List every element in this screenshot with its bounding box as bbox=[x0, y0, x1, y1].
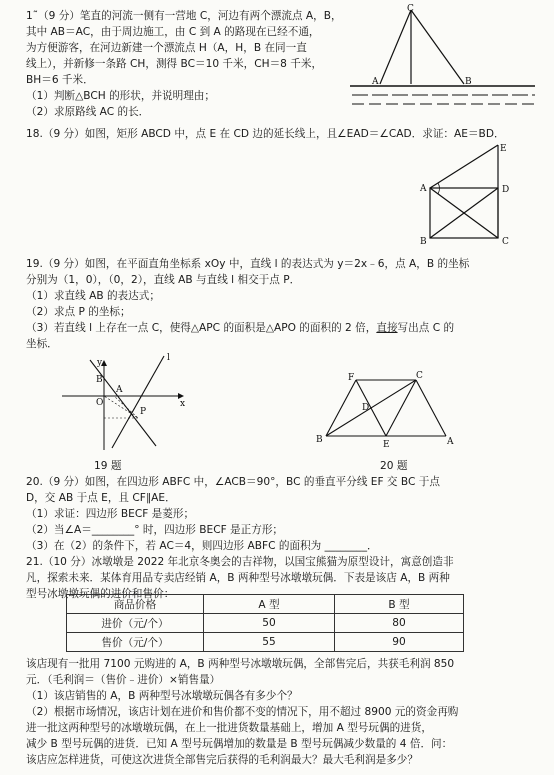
q18-line: 18.（9 分）如图，矩形 ABCD 中，点 E 在 CD 边的延长线上，且∠EAD＝∠CAD．求证：AE＝BD． bbox=[26, 128, 505, 140]
table-cell: 进价（元/个） bbox=[67, 614, 204, 633]
q19-line-l bbox=[112, 356, 164, 448]
q17-line: 线上），并新修一条路 CH，测得 BC＝10 千米，CH＝8 千米， bbox=[26, 58, 323, 70]
table-cell: 90 bbox=[335, 633, 464, 652]
q20-line: （1）求证：四边形 BECF 是菱形； bbox=[26, 508, 195, 520]
q19-label-b: B bbox=[96, 375, 103, 385]
q18-label-d: D bbox=[502, 185, 510, 195]
table-header: 商品价格 bbox=[67, 595, 204, 614]
price-table bbox=[66, 594, 464, 652]
q20-seg-fe bbox=[356, 380, 386, 436]
q21-line: （2）根据市场情况，该店计划在进价和售价都不变的情况下，用不超过 8900 元的资金再购 bbox=[26, 706, 459, 718]
q20-label-b: B bbox=[316, 435, 323, 445]
q19-label-p: P bbox=[140, 407, 147, 417]
table-cell: 55 bbox=[204, 633, 335, 652]
table-header-row bbox=[67, 595, 464, 614]
q18-label-a: A bbox=[420, 184, 427, 194]
q20-label-c: C bbox=[416, 371, 423, 381]
q21-line: 元．（毛利润＝（售价﹣进价）×销售量） bbox=[26, 674, 221, 686]
q17-line: 为方便游客，在河边新建一个漂流点 H（A，H，B 在同一直 bbox=[26, 42, 307, 54]
q20-line: （3）在（2）的条件下，若 AC＝4，则四边形 ABFC 的面积为 ________． bbox=[26, 540, 378, 552]
question-18 bbox=[26, 126, 536, 142]
q17-label-c: C bbox=[407, 4, 414, 14]
question-19 bbox=[26, 256, 536, 352]
q21-line: 减少 B 型号玩偶的进货．已知 A 型号玩偶增加的数量是 B 型号玩偶减少数量的 4 倍．问： bbox=[26, 738, 453, 750]
q17-line: （1）判断△BCH 的形状，并说明理由； bbox=[26, 90, 216, 102]
q20-seg-bf bbox=[326, 380, 356, 436]
q21-line: 凡，探索未来．某体育用品专卖店经销 A，B 两种型号冰墩墩玩偶．下表是该店 A，B 两种 bbox=[26, 572, 450, 584]
table-header: B 型 bbox=[335, 595, 464, 614]
q17-seg-ca bbox=[380, 10, 411, 84]
q17-line: BH＝6 千米． bbox=[26, 74, 94, 86]
q18-label-c: C bbox=[502, 237, 509, 246]
q21-line: 型号冰墩墩玩偶的进价和售价： bbox=[26, 588, 175, 600]
question-20 bbox=[26, 474, 536, 554]
q20-label-e: E bbox=[383, 440, 390, 450]
q19-line bbox=[26, 320, 536, 336]
caption-q20: 20 题 bbox=[380, 460, 408, 472]
q17-label-a: A bbox=[372, 77, 379, 87]
q19-part3-text: （3）若直线 l 上存在一点 C，使得△APC 的面积是△APO 的面积的 2 倍， bbox=[26, 322, 377, 334]
q21-line: 进一批这两种型号的冰墩墩玩偶，在上一批进货数量基础上，增加 A 型号玩偶的进货， bbox=[26, 722, 432, 734]
table-cell: 80 bbox=[335, 614, 464, 633]
q17-label-b: B bbox=[465, 77, 472, 87]
q19-part3-text-end: 写出点 C 的 bbox=[397, 322, 455, 334]
q19-label-x: x bbox=[180, 399, 186, 409]
table-row bbox=[67, 633, 464, 652]
q19-label-y: y bbox=[97, 358, 103, 368]
question-21-continued bbox=[26, 656, 536, 768]
q20-line: D，交 AB 于点 E，且 CF∥AE． bbox=[26, 492, 176, 504]
q21-line: 21.（10 分）冰墩墩是 2022 年北京冬奥会的吉祥物，以国宝熊猫为原型设计，寓意创造非 bbox=[26, 556, 454, 568]
q18-seg-ae bbox=[430, 145, 498, 188]
table-cell: 50 bbox=[204, 614, 335, 633]
q20-seg-ca bbox=[416, 380, 446, 436]
q17-figure bbox=[340, 2, 540, 120]
q18-label-b: B bbox=[420, 237, 427, 246]
q17-line: （2）求原路线 AC 的长． bbox=[26, 106, 150, 118]
q17-seg-cb bbox=[411, 10, 464, 84]
question-17 bbox=[26, 8, 366, 120]
q19-line: （2）求点 P 的坐标； bbox=[26, 306, 131, 318]
q18-figure bbox=[418, 142, 528, 246]
q20-label-f: F bbox=[348, 373, 355, 383]
q19-label-o: O bbox=[96, 398, 104, 408]
q20-figure bbox=[312, 370, 462, 452]
q17-line: 其中 AB＝AC，由于周边施工，由 C 到 A 的路现在已经不通， bbox=[26, 26, 320, 38]
q19-figure bbox=[60, 350, 190, 454]
q20-label-d: D bbox=[362, 403, 370, 413]
caption-q19: 19 题 bbox=[94, 460, 122, 472]
q17-line: 1˜（9 分）笔直的河流一侧有一营地 C，河边有两个漂流点 A，B， bbox=[26, 10, 342, 22]
q19-line: 19.（9 分）如图，在平面直角坐标系 xOy 中，直线 l 的表达式为 y＝2x﹣6，点 A，B 的坐标 bbox=[26, 258, 470, 270]
q19-line: （1）求直线 AB 的表达式； bbox=[26, 290, 160, 302]
q19-line: 坐标． bbox=[26, 338, 58, 350]
q21-line: 该店现有一批用 7100 元购进的 A，B 两种型号冰墩墩玩偶，全部售完后，共获毛利润 850 bbox=[26, 658, 455, 670]
q20-label-a: A bbox=[447, 437, 454, 447]
q19-label-l: l bbox=[167, 353, 170, 363]
table-header: A 型 bbox=[204, 595, 335, 614]
q21-line: （1）该店销售的 A，B 两种型号冰墩墩玩偶各有多少个？ bbox=[26, 690, 298, 702]
table-cell: 售价（元/个） bbox=[67, 633, 204, 652]
q21-line: 该店应怎样进货，可使这次进货全部售完后获得的毛利润最大？最大毛利润是多少？ bbox=[26, 754, 418, 766]
q19-label-a: A bbox=[116, 385, 123, 395]
q18-label-e: E bbox=[500, 144, 507, 154]
q20-line: 20.（9 分）如图，在四边形 ABFC 中，∠ACB＝90°，BC 的垂直平分线 EF 交 BC 于点 bbox=[26, 476, 440, 488]
q19-line: 分别为（1，0），（0，2），直线 AB 与直线 l 相交于点 P． bbox=[26, 274, 301, 286]
q19-shaded-triangle bbox=[104, 396, 138, 418]
table-row bbox=[67, 614, 464, 633]
q20-seg-ce bbox=[386, 380, 416, 436]
q19-part3-underlined: 直接 bbox=[376, 322, 398, 334]
q20-line: （2）当∠A＝________° 时，四边形 BECF 是正方形； bbox=[26, 524, 284, 536]
